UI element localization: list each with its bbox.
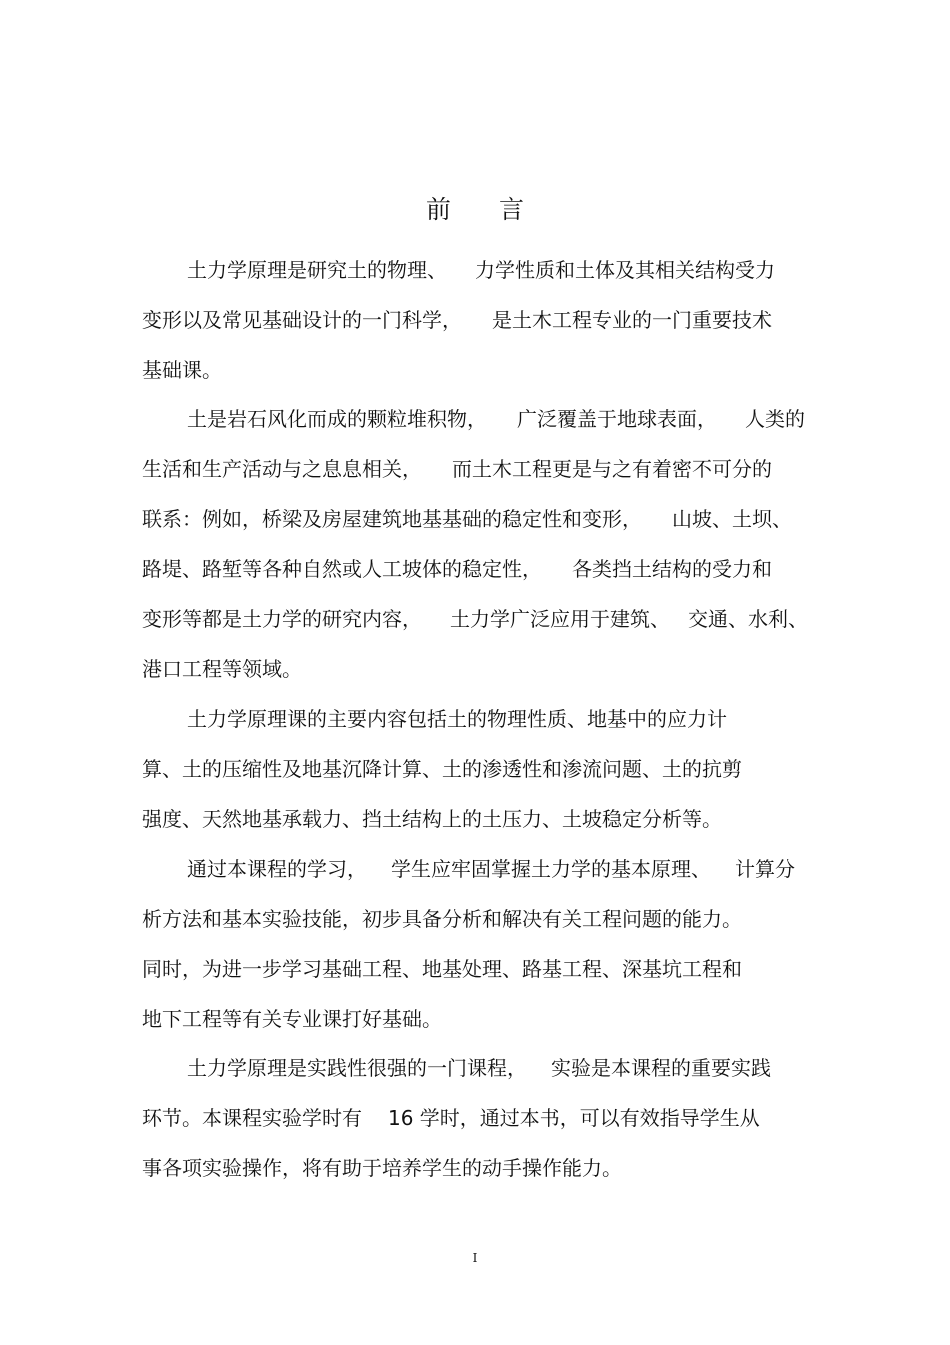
paragraph-2-line-2: 生活和生产活动与之息息相关， 而土木工程更是与之有着密不可分的: [142, 457, 772, 481]
page-number: I: [472, 1251, 478, 1265]
paragraph-1-line-1: 土力学原理是研究土的物理、 力学性质和土体及其相关结构受力: [187, 258, 775, 282]
paragraph-1-line-3: 基础课。: [142, 358, 222, 382]
paragraph-4-line-3: 同时，为进一步学习基础工程、地基处理、路基工程、深基坑工程和: [142, 957, 742, 981]
paragraph-3-line-1: 土力学原理课的主要内容包括土的物理性质、地基中的应力计: [187, 707, 727, 731]
paragraph-2-line-4: 路堤、路堑等各种自然或人工坡体的稳定性， 各类挡土结构的受力和: [142, 557, 772, 581]
page-title: [0, 190, 950, 230]
paragraph-4-line-2: 析方法和基本实验技能，初步具备分析和解决有关工程问题的能力。: [142, 907, 742, 931]
title-part-2: 言: [499, 195, 525, 224]
title-part-1: 前: [425, 195, 451, 224]
paragraph-5-line-2: 环节。本课程实验学时有 16 学时，通过本书，可以有效指导学生从: [142, 1106, 760, 1130]
paragraph-1-line-2: 变形以及常见基础设计的一门科学， 是土木工程专业的一门重要技术: [142, 308, 772, 332]
paragraph-3-line-3: 强度、天然地基承载力、挡土结构上的土压力、土坡稳定分析等。: [142, 807, 722, 831]
paragraph-4-line-4: 地下工程等有关专业课打好基础。: [142, 1007, 442, 1031]
paragraph-2-line-6: 港口工程等领域。: [142, 657, 302, 681]
paragraph-3-line-2: 算、土的压缩性及地基沉降计算、土的渗透性和渗流问题、土的抗剪: [142, 757, 742, 781]
paragraph-2-line-5: 变形等都是土力学的研究内容， 土力学广泛应用于建筑、 交通、水利、: [142, 607, 808, 631]
paragraph-2-line-3: 联系：例如，桥梁及房屋建筑地基基础的稳定性和变形， 山坡、土坝、: [142, 507, 792, 531]
paragraph-5-line-1: 土力学原理是实践性很强的一门课程， 实验是本课程的重要实践: [187, 1056, 771, 1080]
paragraph-5-line-3: 事各项实验操作，将有助于培养学生的动手操作能力。: [142, 1156, 622, 1180]
paragraph-4-line-1: 通过本课程的学习， 学生应牢固掌握土力学的基本原理、 计算分: [187, 857, 795, 881]
paragraph-2-line-1: 土是岩石风化而成的颗粒堆积物， 广泛覆盖于地球表面， 人类的: [187, 407, 805, 431]
